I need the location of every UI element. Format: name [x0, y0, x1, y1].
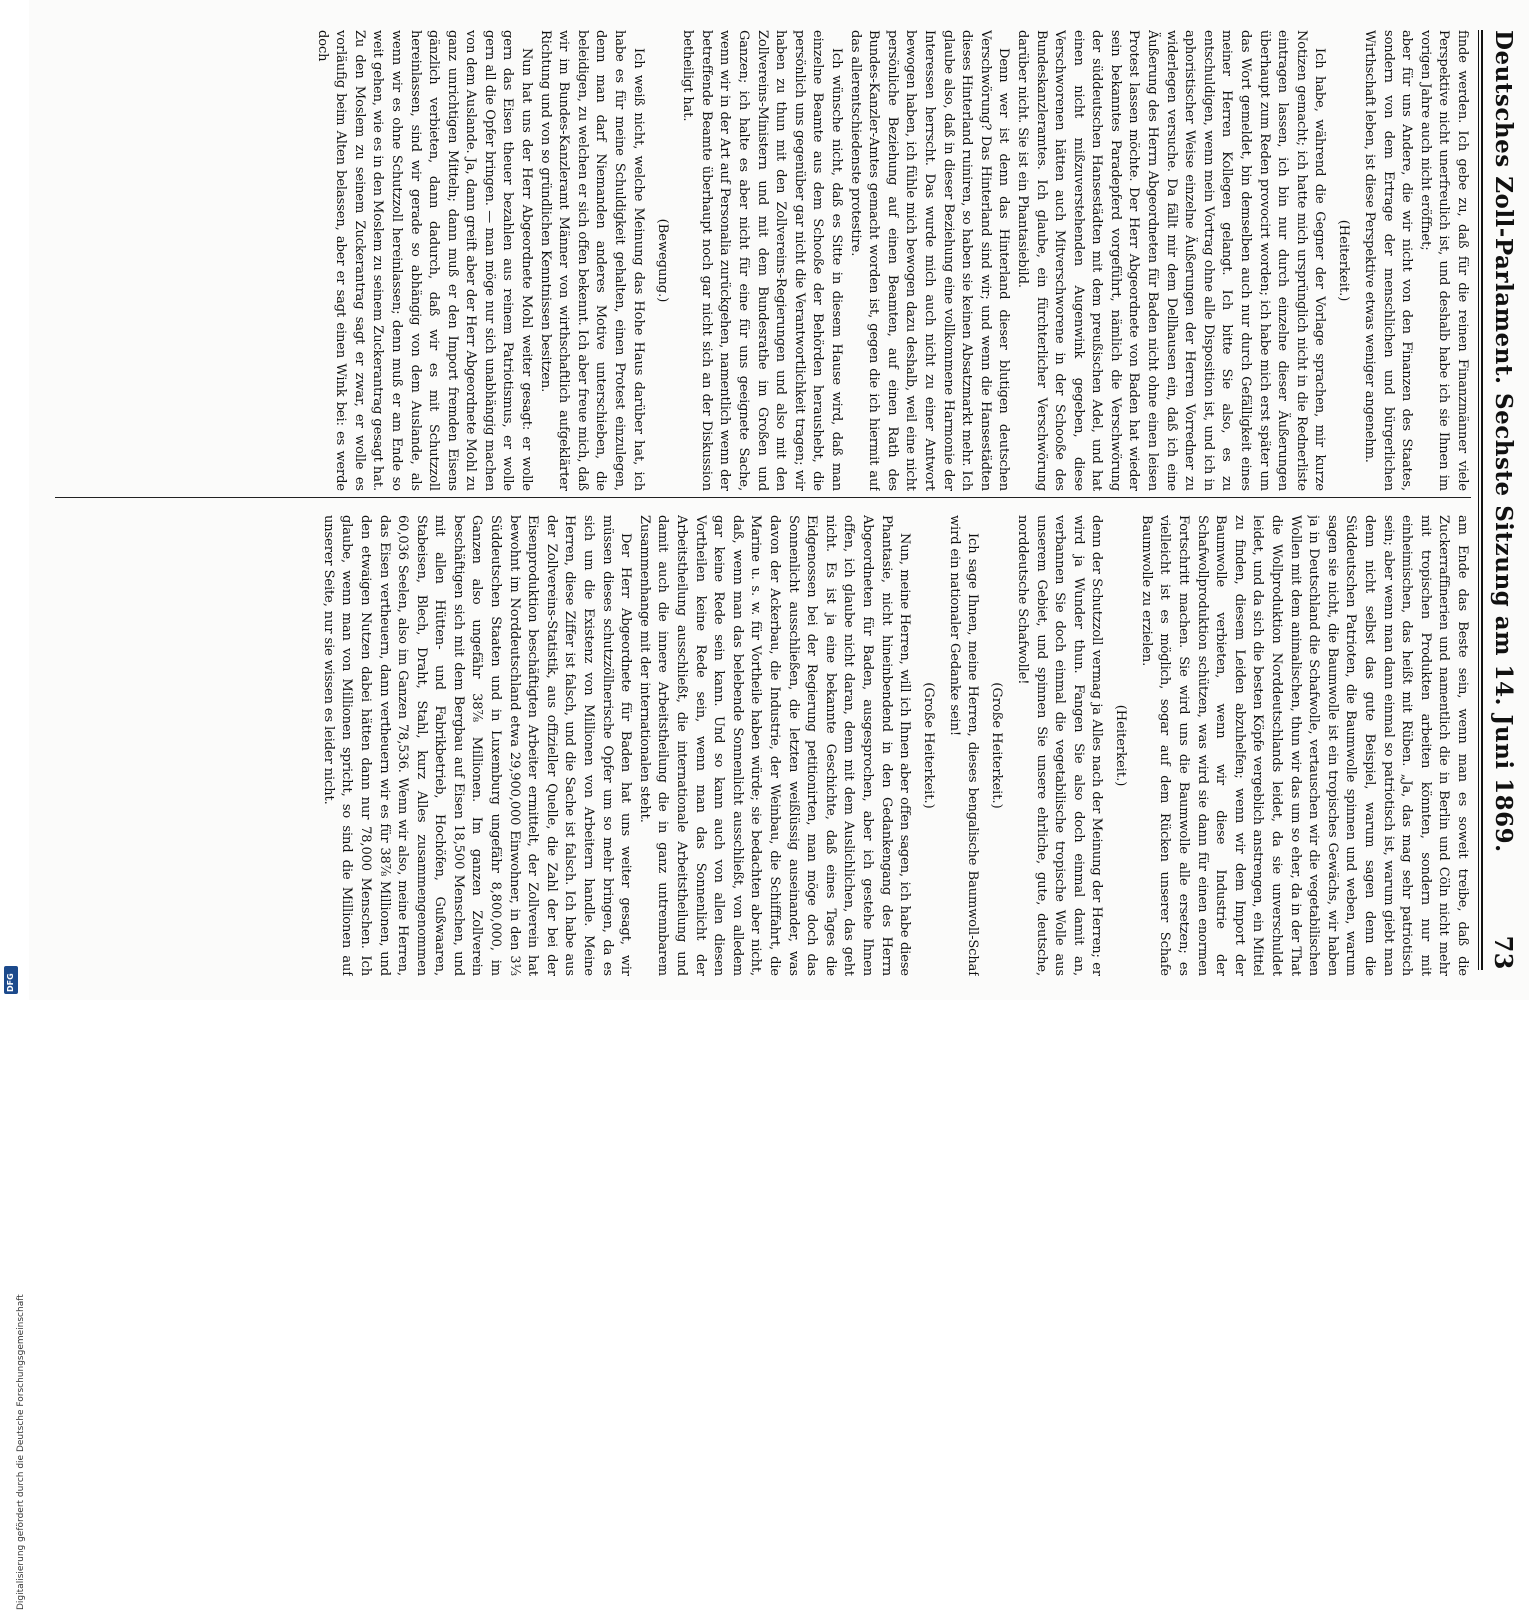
- paragraph: finde werden. Ich gebe zu, daß für die reinen Finanzmänner viele Perspektive nicht unerfreulich ist, und deshalb habe ich sie Ihnen im vorigen Jahre auch nicht eröffnet;: [1417, 30, 1470, 491]
- stage-direction: (Bewegung.): [654, 218, 670, 303]
- paragraph: Ich habe, während die Gegner der Vorlage sprachen, mir kurze Notizen gemacht; ich hatte mich ursprünglich nicht in die Rednerliste eintragen lassen, ich bin nur durch einzelne dieser Äußerungen überhaupt zum Reden provocirt worden; ich habe mich erst später um das Wort gemeldet, bin demselben auch nur durch Gefälligkeit eines meiner Herren Kollegen gelangt. Ich bitte Sie also, es zu entschuldigen, wenn mein Vortrag ohne alle Disposition ist, und ich in aphoristischer Weise einzelne Äußerungen der Herren Vorredner zu widerlegen versuche. Da fällt mir dem Dellhausen ein, daß ich eine Äußerung des Herrn Abgeordneten für Baden nicht ohne einen leisen Protest lassen möchte. Der Herr Abgeordnete von Baden hat wieder sein bekanntes Paradepferd vorgeführt, nämlich die Verschwörung der süddeutschen Hansestädten mit dem preußischen Adel, und hat einen nicht mißzuverstehenden Augenwink gegeben, diese Verschworenen hätten auch Mitverschworene in der Schooße des Bundeskanzleramtes. Ich glaube, ein fürchterlicher Verschwörung darüber nicht. Sie ist ein Phantasiebild.: [1014, 30, 1328, 491]
- right-column: [55, 515, 1471, 976]
- paragraph: am Ende das Beste sein, wenn man es soweit treibe, daß die Zuckerraffinerien und namentlich die in Berlin und Cöln nicht mehr mit tropischen Produkten arbeiten könnten, sondern nur mit einheimischen, das heißt mit Rüben. „Ja, das mag sehr patriotisch sein; aber wenn man dann einmal so patriotisch ist, warum giebt man denn nicht selbst das gute Beispiel, warum sagen denn die Süddeutschen Patrioten, die Baumwolle spinnen und weben, warum sagen sie nicht, die Baumwolle ist ein tropisches Gewächs, wir haben ja in Deutschland die Schafwolle, vertauschen wir die vegetabilischen Wollen mit dem animalischen, thun wir das um so eher, da in der That die Wollproduktion Norddeutschlands leidet, da sie unverschuldet leidet, und da sich die besten Köpfe vergeblich anstrengen, ein Mittel zu finden, diesem Leiden abzuhelfen; wenn wir dem Import der Baumwolle verbieten, wenn wir diese Industrie der Schafwollproduktion schützen, was wird sie dann für einen enormen Fortschritt machen. Sie wird uns die Baumwolle alle ersetzen; es vielleicht ist es möglich, sogar auf dem Rücken unserer Schafe Baumwolle zu erzielen.: [1138, 515, 1470, 976]
- stage-direction: (Heiterkeit.): [1113, 704, 1129, 787]
- stage-direction: (Große Heiterkeit.): [989, 682, 1005, 809]
- digitization-note-text: Digitalisierung gefördert durch die Deutsche Forschungsgemeinschaft: [16, 1294, 26, 1610]
- paragraph: aber für uns Andere, die wir nicht von den Finanzen des Staates, sondern von dem Ertrage der menschlichen und bürgerlichen Wirthschaft leben, ist diese Perspektive etwas weniger angenehm.: [1362, 30, 1415, 491]
- header-rule: [1481, 30, 1483, 970]
- page-header: [1487, 30, 1521, 970]
- page-title: Deutsches Zoll-Parlament. Sechste Sitzung am 14. Juni 1869.: [1490, 30, 1518, 853]
- paragraph: Ich sage Ihnen, meine Herren, dieses bengalische Baumwoll-Schaf wird ein nationaler Gedanke sein!: [946, 515, 981, 976]
- text-columns: [55, 30, 1471, 976]
- page-number: 73: [1489, 935, 1519, 970]
- rotated-newspaper-page: [29, 0, 1529, 1000]
- paragraph: Nun, meine Herren, will ich Ihnen aber offen sagen, ich habe diese Phantasie, nicht hineinbendend in den Gedankengang des Herrn Abgeordneten für Baden, ausgesprochen, aber ich gestehe Ihnen offen, ich glaube nicht daran, denn mit dem Auslichlichen, das geht nicht. Es ist ja eine bekannte Geschichte, daß eines Tages die Eidgenossen bei der Regierung petitionirten, man möge doch das Sonnenlicht ausschließen, die letzten weißlüssig auseinander, was davon der Ackerbau, die Industrie, der Weinbau, die Schifffahrt, die Marine u. s. w. für Vortheile haben würde; sie bedachten aber nicht, daß, wenn man das belebende Sonnenlicht ausschließt, von alledem gar keine Rede sein kann. Und so kann auch von allen diesen Vortheilen keine Rede sein, wenn man das Sonnenlicht der Arbeitstheilung ausschließt, die internationale Arbeitstheilung und damit auch die innere Arbeitstheilung die in ganz untrennbarem Zusammenhange mit der internationalen steht.: [636, 515, 913, 976]
- paragraph: Der Herr Abgeordnete für Baden hat uns weiter gesagt, wir müssen dieses schutzzöllnerische Opfer um so mehr bringen, da es sich um die Existenz von Millionen von Arbeitern handle. Meine Herren, diese Ziffer ist falsch, und die Sache ist falsch. Ich habe aus der Zollvereins-Statistik, aus offizieller Quelle, die Zahl der bei der Eisenproduktion beschäftigten Arbeiter ermittelt, der Zollverein hat bewohnt im Norddeutschland etwa 29,900,000 Einwohner, in den 3⅓ Süddeutschen Staaten und in Luxemburg ungefähr 8,800,000, im Ganzen also ungefähr 38⅞ Millionen. Im ganzen Zollverein beschäftigen sich mit dem Bergbau auf Eisen 18,500 Menschen, und mit allen Hütten- und Fabrikbetrieb, Hochöfen, Gußwaaren, Stabeisen, Blech, Draht, Stahl, kurz Alles zusammengenommen 60,036 Seelen, also im Ganzen 78,536. Wenn wir also, meine Herren, das Eisen vertheuern, dann vertheuern wir es für 38⅞ Millionen, und den etwaigen Nutzen dabei hätten dann nur 78,000 Menschen. Ich glaube, wenn man von Millionen spricht, so sind die Millionen auf unserer Seite, nur sie wissen es leider nicht.: [320, 515, 634, 976]
- paragraph: Ich weiß nicht, welche Meinung das Hohe Haus darüber hat, ich habe es für meine Schuldigkeit gehalten, einen Protest einzulegen, denn man darf Niemanden anderes Motive unterschieben, die beleidigen, zu welchen er sich offen bekennt. Ich aber freue mich, daß wir im Bundes-Kanzleramt Männer von wirthschaftlich aufgeklärter Richtung und von so gründlichen Kenntnissen besitzen.: [537, 30, 646, 491]
- paragraph: denn der Schutzzoll vermag ja Alles nach der Meinung der Herren; er wird ja Wunder thun. Fangen Sie also doch einmal damit an, verbannen Sie doch einmal die vegetabilische tropische Wolle aus unserem Gebiet, und spinnen Sie unsere ehrliche, gute, deutsche, norddeutsche Schafwolle!: [1014, 515, 1105, 976]
- paragraph: Nun hat uns der Herr Abgeordnete Mohl weiter gesagt: er wolle gern das Eisen theuer bezahlen aus reinem Patriotismus, er wolle gern all die Opfer bringen. — man möge nur sich unabhängig machen von dem Auslande. Ja, dann greift aber der Herr Abgeordnete Mohl zu ganz unrichtigen Mitteln; dann muß er den Import fremden Eisens gänzlich verbieten, dann dadurch, daß wir es mit Schutzzoll hereinlassen, sind wir gerade so abhängig von dem Auslande, als wenn wir es ohne Schutzzoll hereinlassen; denn muß er am Ende so weit gehen, wie es in den Moslem zu seinem Zuckerantrag gesagt hat. Zu den Moslem zu seinem Zuckerantrag sagt er zwar, er wolle es vorläufig beim Alten belassen, aber er sagt einen Wink bei: es werde doch: [314, 30, 535, 491]
- left-column: [55, 30, 1471, 491]
- dfg-logo-icon: [4, 966, 18, 994]
- paragraph: Denn wer ist denn das Hinterland dieser blutigen deutschen Verschwörung? Das Hinterland sind wir; und wenn die Hansestädten dieses Hinterland ruiniren, so haben sie keinen Absatzmarkt mehr. Ich glaube also, daß in dieser Beziehung eine vollkommene Harmonie der Interessen herrscht. Das wurde mich auch nicht zu einer Antwort bewogen haben, ich fühle mich bewogen dazu deshalb, weil eine nicht persönliche Beziehung auf einen Beamten, auf einen Rath des Bundes-Kanzler-Amtes gemacht worden ist, gegen die ich hiermit auf das allerentschiedenste protestire.: [847, 30, 1012, 491]
- header-rule-thin: [1478, 30, 1479, 970]
- paragraph: Ich wünsche nicht, daß es Sitte in diesem Hause wird, daß man einzelne Beamte aus dem Schooße der Behörden heraushebt, die persönlich uns gegenüber gar nicht die Verantwortlichkeit tragen; wir haben zu thun mit den Zollvereins-Regierungen und also mit den Zollvereins-Ministern und mit dem Bundesrathe im Großen und Ganzen; ich halte es aber nicht für eine für uns geeignete Sache, wenn wir in der Art auf Personalia zurückgehen, namentlich wenn der betreffende Beamte überhaupt noch gar nicht sich an der Diskussion betheiligt hat.: [680, 30, 844, 491]
- digitization-note: [0, 610, 26, 1610]
- dfg-logo-text: DFG: [6, 973, 15, 992]
- stage-direction: (Heiterkeit.): [1336, 219, 1352, 302]
- stage-direction: (Große Heiterkeit.): [921, 682, 937, 809]
